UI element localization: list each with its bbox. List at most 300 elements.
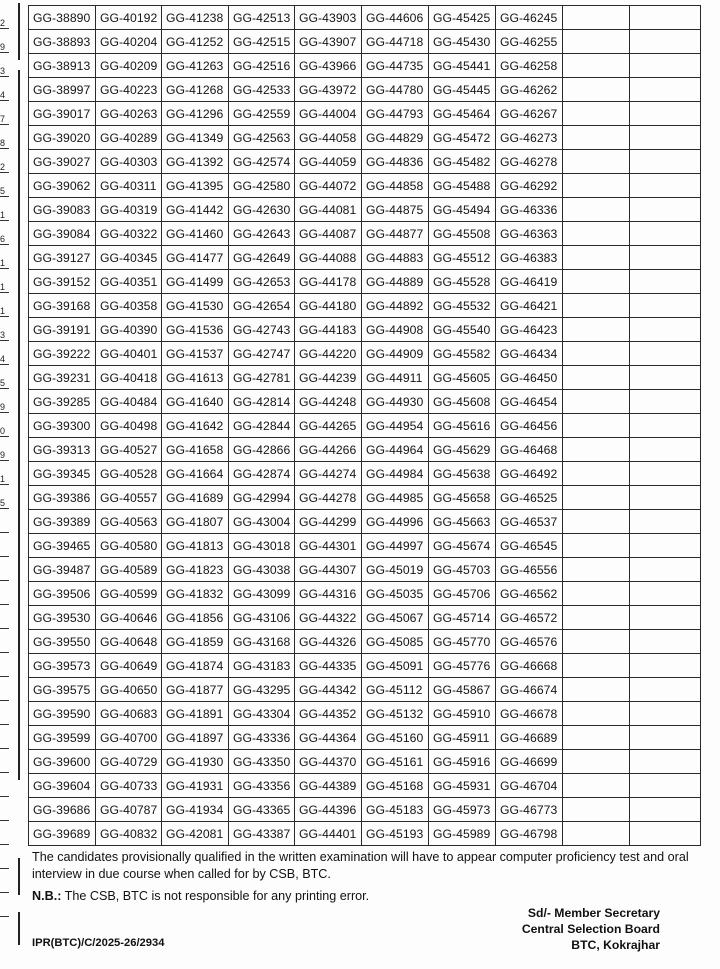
table-cell: GG-41392 xyxy=(162,150,229,174)
table-cell: GG-39017 xyxy=(29,102,96,126)
edge-tick xyxy=(0,28,9,29)
table-cell: GG-45931 xyxy=(429,774,496,798)
edge-tick xyxy=(0,508,9,509)
edge-digit: 4 xyxy=(0,354,6,364)
table-cell: GG-44178 xyxy=(295,270,362,294)
table-cell: GG-45629 xyxy=(429,438,496,462)
edge-tick xyxy=(0,316,9,317)
table-cell xyxy=(630,750,701,774)
table-cell: GG-44058 xyxy=(295,126,362,150)
edge-tick xyxy=(0,100,9,101)
table-cell: GG-42844 xyxy=(229,414,295,438)
table-cell: GG-45482 xyxy=(429,150,496,174)
table-cell: GG-44829 xyxy=(362,126,429,150)
table-row xyxy=(29,222,701,246)
table-cell: GG-45714 xyxy=(429,606,496,630)
table-cell: GG-41823 xyxy=(162,558,229,582)
table-row xyxy=(29,654,701,678)
edge-digit: 1 xyxy=(0,210,6,220)
table-cell xyxy=(563,486,630,510)
table-cell xyxy=(563,582,630,606)
table-cell: GG-42559 xyxy=(229,102,295,126)
table-cell: GG-44088 xyxy=(295,246,362,270)
table-cell: GG-45445 xyxy=(429,78,496,102)
edge-digit: 5 xyxy=(0,498,6,508)
table-cell xyxy=(563,174,630,198)
table-cell: GG-46798 xyxy=(496,822,563,846)
table-cell: GG-39062 xyxy=(29,174,96,198)
table-cell: GG-46336 xyxy=(496,198,563,222)
table-cell xyxy=(563,678,630,702)
table-cell: GG-41640 xyxy=(162,390,229,414)
table-cell: GG-42866 xyxy=(229,438,295,462)
table-cell xyxy=(630,294,701,318)
table-cell: GG-44081 xyxy=(295,198,362,222)
table-cell: GG-40223 xyxy=(96,78,162,102)
table-cell: GG-46678 xyxy=(496,702,563,726)
table-cell: GG-41477 xyxy=(162,246,229,270)
table-cell: GG-44364 xyxy=(295,726,362,750)
table-cell: GG-44087 xyxy=(295,222,362,246)
table-cell: GG-43295 xyxy=(229,678,295,702)
table-cell xyxy=(630,534,701,558)
table-cell: GG-46545 xyxy=(496,534,563,558)
table-cell xyxy=(630,174,701,198)
table-cell: GG-42081 xyxy=(162,822,229,846)
table-cell: GG-41859 xyxy=(162,630,229,654)
table-cell xyxy=(630,558,701,582)
table-cell xyxy=(563,246,630,270)
table-cell: GG-39345 xyxy=(29,462,96,486)
table-row xyxy=(29,750,701,774)
table-cell xyxy=(563,606,630,630)
edge-tick xyxy=(0,292,9,293)
table-row xyxy=(29,630,701,654)
table-cell xyxy=(630,510,701,534)
table-row xyxy=(29,366,701,390)
table-cell: GG-43356 xyxy=(229,774,295,798)
table-cell xyxy=(563,558,630,582)
table-cell xyxy=(563,750,630,774)
edge-tick xyxy=(0,676,9,677)
reference-number: IPR(BTC)/C/2025-26/2934 xyxy=(32,937,165,949)
notice-paragraph: The candidates provisionally qualified in the written examination will have to appear computer proficiency test and oral interview in due course when called for by CSB, BTC. xyxy=(32,850,689,881)
table-cell: GG-39386 xyxy=(29,486,96,510)
table-cell: GG-44307 xyxy=(295,558,362,582)
table-cell: GG-43004 xyxy=(229,510,295,534)
edge-digit: 3 xyxy=(0,330,6,340)
table-cell: GG-46468 xyxy=(496,438,563,462)
table-cell: GG-40557 xyxy=(96,486,162,510)
edge-tick xyxy=(0,892,9,893)
table-cell: GG-42743 xyxy=(229,318,295,342)
edge-digit: 9 xyxy=(0,42,6,52)
table-cell: GG-40589 xyxy=(96,558,162,582)
table-cell: GG-41537 xyxy=(162,342,229,366)
table-row xyxy=(29,150,701,174)
table-cell: GG-45019 xyxy=(362,558,429,582)
table-row xyxy=(29,606,701,630)
table-cell xyxy=(630,222,701,246)
table-cell: GG-42533 xyxy=(229,78,295,102)
edge-tick xyxy=(0,916,9,917)
table-cell: GG-46363 xyxy=(496,222,563,246)
table-cell: GG-46537 xyxy=(496,510,563,534)
table-row xyxy=(29,6,701,30)
table-cell: GG-45608 xyxy=(429,390,496,414)
table-cell: GG-44278 xyxy=(295,486,362,510)
table-cell: GG-40648 xyxy=(96,630,162,654)
table-cell xyxy=(630,702,701,726)
table-cell: GG-41296 xyxy=(162,102,229,126)
table-cell: GG-46674 xyxy=(496,678,563,702)
table-cell: GG-45132 xyxy=(362,702,429,726)
table-cell: GG-40303 xyxy=(96,150,162,174)
table-cell: GG-45911 xyxy=(429,726,496,750)
table-cell: GG-45540 xyxy=(429,318,496,342)
edge-tick xyxy=(0,220,9,221)
table-cell: GG-45532 xyxy=(429,294,496,318)
table-cell: GG-46689 xyxy=(496,726,563,750)
signature-line-2: Central Selection Board xyxy=(521,922,660,936)
table-cell: GG-43106 xyxy=(229,606,295,630)
table-cell: GG-42653 xyxy=(229,270,295,294)
table-cell: GG-39222 xyxy=(29,342,96,366)
table-cell: GG-41268 xyxy=(162,78,229,102)
table-cell: GG-38893 xyxy=(29,30,96,54)
table-cell xyxy=(630,822,701,846)
table-cell: GG-45638 xyxy=(429,462,496,486)
table-cell: GG-39689 xyxy=(29,822,96,846)
table-cell: GG-40599 xyxy=(96,582,162,606)
table-cell xyxy=(563,510,630,534)
table-cell: GG-43365 xyxy=(229,798,295,822)
table-cell: GG-39083 xyxy=(29,198,96,222)
table-row xyxy=(29,294,701,318)
table-row xyxy=(29,246,701,270)
table-cell: GG-42994 xyxy=(229,486,295,510)
table-cell: GG-46278 xyxy=(496,150,563,174)
table-cell: GG-43038 xyxy=(229,558,295,582)
table-cell: GG-46576 xyxy=(496,630,563,654)
edge-tick xyxy=(0,172,9,173)
table-cell: GG-39231 xyxy=(29,366,96,390)
table-cell: GG-38913 xyxy=(29,54,96,78)
table-cell: GG-45067 xyxy=(362,606,429,630)
table-cell: GG-44997 xyxy=(362,534,429,558)
table-cell: GG-39599 xyxy=(29,726,96,750)
table-cell: GG-46383 xyxy=(496,246,563,270)
table-cell: GG-44299 xyxy=(295,510,362,534)
table-cell: GG-46255 xyxy=(496,30,563,54)
table-cell xyxy=(563,318,630,342)
table-cell: GG-45663 xyxy=(429,510,496,534)
table-cell: GG-46773 xyxy=(496,798,563,822)
table-cell: GG-44606 xyxy=(362,6,429,30)
table-cell: GG-45973 xyxy=(429,798,496,822)
table-cell: GG-44342 xyxy=(295,678,362,702)
table-row xyxy=(29,78,701,102)
table-cell: GG-40700 xyxy=(96,726,162,750)
edge-tick xyxy=(0,628,9,629)
table-cell: GG-44396 xyxy=(295,798,362,822)
table-cell xyxy=(563,6,630,30)
table-cell: GG-44316 xyxy=(295,582,362,606)
table-cell: GG-41897 xyxy=(162,726,229,750)
table-cell: GG-45085 xyxy=(362,630,429,654)
table-cell xyxy=(630,342,701,366)
table-cell: GG-41877 xyxy=(162,678,229,702)
table-cell: GG-41813 xyxy=(162,534,229,558)
table-cell: GG-46423 xyxy=(496,318,563,342)
table-cell: GG-41442 xyxy=(162,198,229,222)
table-cell: GG-44836 xyxy=(362,150,429,174)
table-cell: GG-44389 xyxy=(295,774,362,798)
table-cell: GG-40401 xyxy=(96,342,162,366)
table-cell: GG-46450 xyxy=(496,366,563,390)
table-cell: GG-39389 xyxy=(29,510,96,534)
table-cell: GG-44877 xyxy=(362,222,429,246)
table-cell: GG-46704 xyxy=(496,774,563,798)
table-cell xyxy=(563,630,630,654)
table-cell: GG-45441 xyxy=(429,54,496,78)
table-cell xyxy=(630,462,701,486)
edge-tick xyxy=(0,604,9,605)
table-cell: GG-39300 xyxy=(29,414,96,438)
table-row xyxy=(29,414,701,438)
table-cell: GG-45582 xyxy=(429,342,496,366)
table-cell xyxy=(630,366,701,390)
table-cell: GG-44883 xyxy=(362,246,429,270)
table-cell: GG-45658 xyxy=(429,486,496,510)
table-cell: GG-42781 xyxy=(229,366,295,390)
table-cell xyxy=(563,54,630,78)
table-cell: GG-39168 xyxy=(29,294,96,318)
table-cell: GG-44401 xyxy=(295,822,362,846)
table-cell: GG-39027 xyxy=(29,150,96,174)
table-cell: GG-40563 xyxy=(96,510,162,534)
table-cell: GG-44265 xyxy=(295,414,362,438)
table-cell: GG-42515 xyxy=(229,30,295,54)
table-cell: GG-43183 xyxy=(229,654,295,678)
table-cell xyxy=(630,246,701,270)
table-cell: GG-41642 xyxy=(162,414,229,438)
table-cell: GG-46262 xyxy=(496,78,563,102)
table-cell: GG-45193 xyxy=(362,822,429,846)
table-row xyxy=(29,102,701,126)
edge-tick xyxy=(0,364,9,365)
table-cell: GG-44326 xyxy=(295,630,362,654)
table-cell: GG-44248 xyxy=(295,390,362,414)
table-cell: GG-44875 xyxy=(362,198,429,222)
edge-tick xyxy=(0,820,9,821)
table-cell: GG-41349 xyxy=(162,126,229,150)
table-cell xyxy=(630,726,701,750)
table-cell xyxy=(630,654,701,678)
table-cell: GG-46572 xyxy=(496,606,563,630)
table-cell: GG-46258 xyxy=(496,54,563,78)
table-row xyxy=(29,390,701,414)
edge-tick xyxy=(0,268,9,269)
table-cell: GG-41807 xyxy=(162,510,229,534)
table-cell: GG-41934 xyxy=(162,798,229,822)
table-cell: GG-44274 xyxy=(295,462,362,486)
edge-tick xyxy=(0,700,9,701)
table-cell: GG-45161 xyxy=(362,750,429,774)
table-cell: GG-42513 xyxy=(229,6,295,30)
table-cell: GG-44335 xyxy=(295,654,362,678)
edge-tick xyxy=(0,148,9,149)
table-cell: GG-46292 xyxy=(496,174,563,198)
table-row xyxy=(29,510,701,534)
table-cell: GG-46434 xyxy=(496,342,563,366)
table-cell: GG-44908 xyxy=(362,318,429,342)
signature-block xyxy=(470,905,660,953)
table-cell: GG-45425 xyxy=(429,6,496,30)
edge-digit: 2 xyxy=(0,18,6,28)
notes-section xyxy=(32,849,712,905)
table-cell: GG-44352 xyxy=(295,702,362,726)
table-cell: GG-40311 xyxy=(96,174,162,198)
edge-tick xyxy=(0,388,9,389)
table-cell: GG-45488 xyxy=(429,174,496,198)
table-cell: GG-41931 xyxy=(162,774,229,798)
table-cell: GG-45989 xyxy=(429,822,496,846)
table-cell: GG-39020 xyxy=(29,126,96,150)
table-cell: GG-46699 xyxy=(496,750,563,774)
table-row xyxy=(29,198,701,222)
table-cell: GG-44985 xyxy=(362,486,429,510)
table-cell: GG-40390 xyxy=(96,318,162,342)
table-cell: GG-40729 xyxy=(96,750,162,774)
table-cell xyxy=(563,438,630,462)
table-cell: GG-41252 xyxy=(162,30,229,54)
table-cell: GG-45464 xyxy=(429,102,496,126)
table-cell: GG-40649 xyxy=(96,654,162,678)
table-cell: GG-39686 xyxy=(29,798,96,822)
table-cell: GG-40319 xyxy=(96,198,162,222)
table-cell: GG-42814 xyxy=(229,390,295,414)
table-cell xyxy=(630,126,701,150)
table-cell xyxy=(630,414,701,438)
table-cell: GG-40209 xyxy=(96,54,162,78)
table-cell: GG-39600 xyxy=(29,750,96,774)
table-cell: GG-41891 xyxy=(162,702,229,726)
table-cell: GG-44889 xyxy=(362,270,429,294)
table-cell: GG-40528 xyxy=(96,462,162,486)
edge-tick xyxy=(0,196,9,197)
table-cell: GG-43350 xyxy=(229,750,295,774)
table-cell: GG-42563 xyxy=(229,126,295,150)
table-cell: GG-45183 xyxy=(362,798,429,822)
table-cell xyxy=(563,294,630,318)
table-cell: GG-44892 xyxy=(362,294,429,318)
table-cell: GG-46454 xyxy=(496,390,563,414)
table-cell: GG-39285 xyxy=(29,390,96,414)
table-row xyxy=(29,582,701,606)
table-cell: GG-44180 xyxy=(295,294,362,318)
table-cell xyxy=(630,78,701,102)
table-cell: GG-45494 xyxy=(429,198,496,222)
edge-digit: 4 xyxy=(0,90,6,100)
table-cell: GG-39604 xyxy=(29,774,96,798)
table-cell xyxy=(630,798,701,822)
table-cell: GG-40733 xyxy=(96,774,162,798)
nb-line xyxy=(32,888,712,905)
table-cell: GG-40322 xyxy=(96,222,162,246)
table-cell: GG-45867 xyxy=(429,678,496,702)
edge-tick xyxy=(0,52,9,53)
table-cell: GG-43903 xyxy=(295,6,362,30)
table-cell: GG-40832 xyxy=(96,822,162,846)
table-cell: GG-42654 xyxy=(229,294,295,318)
table-cell xyxy=(563,150,630,174)
table-cell: GG-41395 xyxy=(162,174,229,198)
table-cell: GG-40351 xyxy=(96,270,162,294)
nb-text: The CSB, BTC is not responsible for any printing error. xyxy=(61,889,370,903)
table-cell: GG-41263 xyxy=(162,54,229,78)
rule-segment xyxy=(18,912,20,945)
table-cell: GG-44793 xyxy=(362,102,429,126)
table-cell: GG-41530 xyxy=(162,294,229,318)
table-cell: GG-46668 xyxy=(496,654,563,678)
table-cell: GG-45910 xyxy=(429,702,496,726)
edge-digit: 9 xyxy=(0,402,6,412)
table-cell xyxy=(630,678,701,702)
table-cell: GG-44239 xyxy=(295,366,362,390)
table-cell xyxy=(563,414,630,438)
table-cell: GG-40358 xyxy=(96,294,162,318)
signature-line-3: BTC, Kokrajhar xyxy=(571,938,660,952)
table-cell xyxy=(630,150,701,174)
edge-digit: 8 xyxy=(0,138,6,148)
edge-digit: 1 xyxy=(0,474,6,484)
table-cell: GG-41460 xyxy=(162,222,229,246)
table-cell xyxy=(630,582,701,606)
table-cell: GG-44322 xyxy=(295,606,362,630)
table-row xyxy=(29,774,701,798)
table-row xyxy=(29,342,701,366)
table-row xyxy=(29,486,701,510)
table-cell: GG-45674 xyxy=(429,534,496,558)
table-cell: GG-42516 xyxy=(229,54,295,78)
table-cell: GG-40418 xyxy=(96,366,162,390)
table-cell: GG-46273 xyxy=(496,126,563,150)
edge-tick xyxy=(0,412,9,413)
table-cell: GG-43099 xyxy=(229,582,295,606)
table-cell: GG-41536 xyxy=(162,318,229,342)
edge-digit: 0 xyxy=(0,426,6,436)
table-cell xyxy=(563,126,630,150)
edge-digit: 6 xyxy=(0,234,6,244)
table-cell xyxy=(630,630,701,654)
table-cell: GG-45528 xyxy=(429,270,496,294)
table-cell xyxy=(630,318,701,342)
table-row xyxy=(29,678,701,702)
table-cell xyxy=(563,366,630,390)
table-cell: GG-44059 xyxy=(295,150,362,174)
table-cell: GG-44954 xyxy=(362,414,429,438)
results-table xyxy=(28,5,701,846)
table-cell: GG-45430 xyxy=(429,30,496,54)
edge-tick xyxy=(0,124,9,125)
edge-tick xyxy=(0,484,9,485)
table-cell: GG-44183 xyxy=(295,318,362,342)
table-cell: GG-44072 xyxy=(295,174,362,198)
table-row xyxy=(29,534,701,558)
edge-tick xyxy=(0,340,9,341)
table-cell xyxy=(630,438,701,462)
